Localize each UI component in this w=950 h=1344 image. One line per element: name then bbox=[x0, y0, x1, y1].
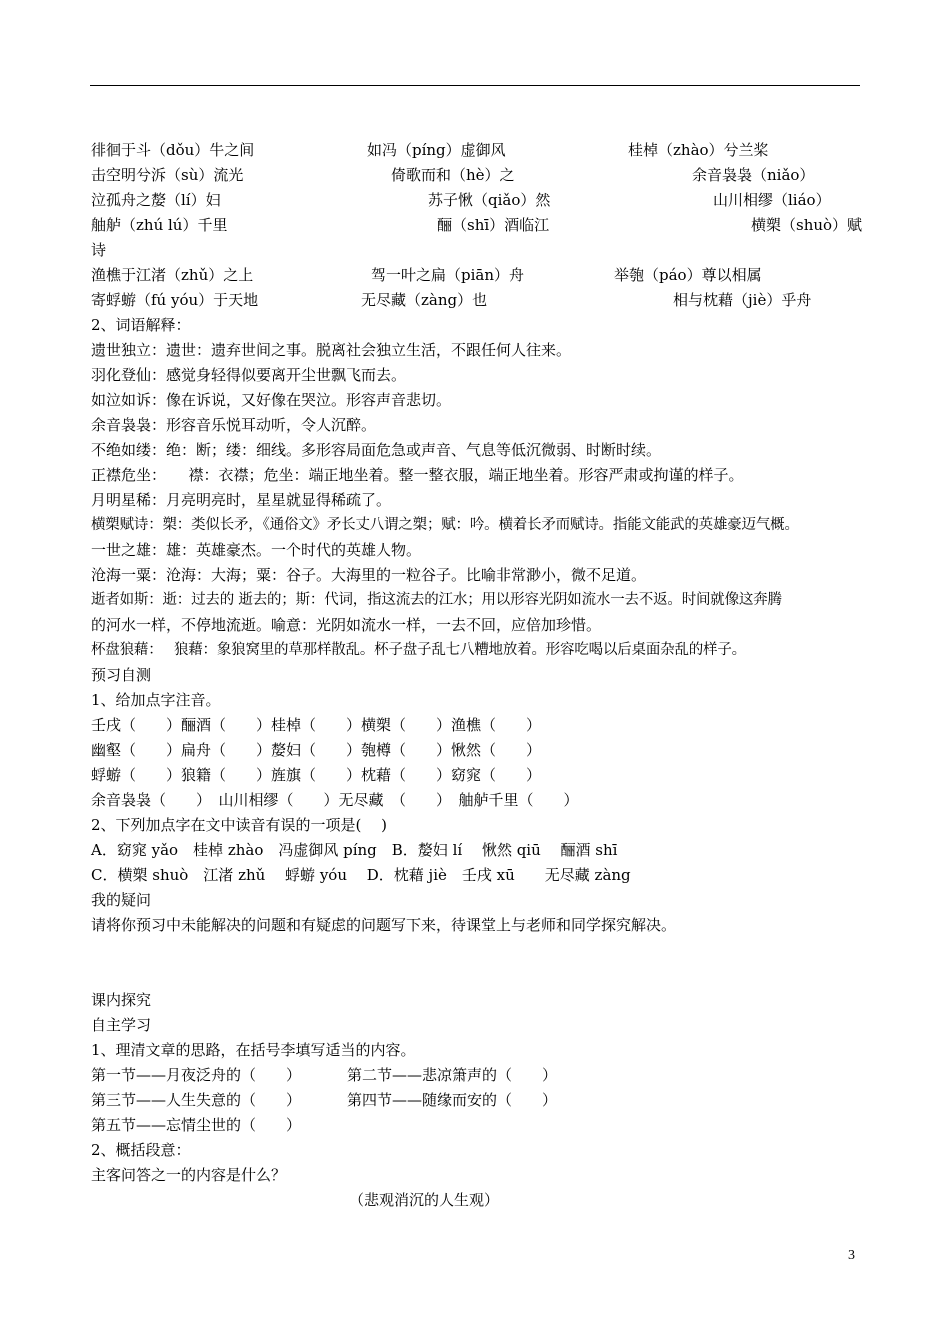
pinyin-item: 舳舻（zhú lú）千里 bbox=[91, 216, 228, 234]
outline-item: 第四节——随缘而安的（ ） bbox=[347, 1091, 558, 1109]
vocab-item: 横槊赋诗：槊：类似长矛，《通俗文》矛长丈八谓之槊；赋：吟。横着长矛而赋诗。指能文能武的英雄豪迈气概。 bbox=[91, 517, 799, 533]
vocab-item: 如泣如诉：像在诉说，又好像在哭泣。形容声音悲切。 bbox=[91, 391, 452, 409]
question: 1、理清文章的思路，在括号李填写适当的内容。 bbox=[91, 1041, 416, 1059]
answer-row: 幽壑（ ）扁舟（ ）嫠妇（ ）匏樽（ ）愀然（ ） bbox=[91, 741, 542, 759]
pinyin-item: 泣孤舟之嫠（lí）妇 bbox=[91, 191, 221, 209]
vocab-item: 一世之雄：雄：英雄豪杰。一个时代的英雄人物。 bbox=[91, 541, 422, 559]
pinyin-item: 驾一叶之扁（piān）舟 bbox=[371, 266, 525, 284]
answer-row: 蜉蝣（ ）狼籍（ ）旌旗（ ）枕藉（ ）窈窕（ ） bbox=[91, 766, 542, 784]
vocab-item: 余音袅袅：形容音乐悦耳动听，令人沉醉。 bbox=[91, 416, 377, 434]
pinyin-item: 徘徊于斗（dǒu）牛之间 bbox=[91, 141, 255, 159]
section-heading: 课内探究 bbox=[91, 991, 152, 1009]
pinyin-wrap: 诗 bbox=[91, 241, 107, 259]
vocab-item: 正襟危坐： 襟：衣襟；危坐：端正地坐着。整一整衣服，端正地坐着。形容严肃或拘谨的样子。 bbox=[91, 466, 744, 484]
outline-item: 第五节——忘情尘世的（ ） bbox=[91, 1116, 302, 1134]
pinyin-item: 倚歌而和（hè）之 bbox=[391, 166, 515, 184]
instruction-text: 请将你预习中未能解决的问题和有疑虑的问题写下来，待课堂上与老师和同学探究解决。 bbox=[91, 916, 677, 934]
pinyin-item: 举匏（páo）尊以相属 bbox=[614, 266, 762, 284]
answer-row: 壬戌（ ）酾酒（ ）桂棹（ ）横槊（ ）渔樵（ ） bbox=[91, 716, 542, 734]
vocab-item: 月明星稀：月亮明亮时，星星就显得稀疏了。 bbox=[91, 491, 392, 509]
pinyin-item: 渔樵于江渚（zhǔ）之上 bbox=[91, 266, 254, 284]
vocab-item: 杯盘狼藉： 狼藉：象狼窝里的草那样散乱。杯子盘子乱七八糟地放着。形容吃喝以后桌面杂乱的样子。 bbox=[91, 642, 746, 658]
choice-row: C．横槊 shuò 江渚 zhǔ 蜉蝣 yóu D．枕藉 jiè 壬戌 xū 无尽藏 zàng bbox=[91, 866, 631, 884]
pinyin-item: 相与枕藉（jiè）乎舟 bbox=[673, 291, 812, 309]
question: 2、下列加点字在文中读音有误的一项是( ) bbox=[91, 816, 388, 834]
vocab-item: 沧海一粟：沧海：大海；粟：谷子。大海里的一粒谷子。比喻非常渺小，微不足道。 bbox=[91, 566, 647, 584]
vocab-item: 不绝如缕：绝：断；缕：细线。多形容局面危急或声音、气息等低沉微弱、时断时续。 bbox=[91, 441, 662, 459]
vocab-item: 遗世独立：遗世：遗弃世间之事。脱离社会独立生活，不跟任何人往来。 bbox=[91, 341, 572, 359]
section-heading: 预习自测 bbox=[91, 666, 152, 684]
pinyin-item: 无尽藏（zàng）也 bbox=[361, 291, 488, 309]
question: 1、给加点字注音。 bbox=[91, 691, 221, 709]
vocab-item: 逝者如斯：逝：过去的 逝去的；斯：代词，指这流去的江水；用以形容光阴如流水一去不返。时间就像这奔腾 bbox=[91, 592, 782, 608]
pinyin-item: 山川相缪（liáo） bbox=[713, 191, 831, 209]
vocab-item: 羽化登仙：感觉身轻得似要离开尘世飘飞而去。 bbox=[91, 366, 407, 384]
pinyin-item: 余音袅袅（niǎo） bbox=[692, 166, 815, 184]
pinyin-item: 寄蜉蝣（fú yóu）于天地 bbox=[91, 291, 259, 309]
pinyin-item: 苏子愀（qiǎo）然 bbox=[428, 191, 551, 209]
vocab-item: 的河水一样，不停地流逝。喻意：光阴如流水一样，一去不回，应倍加珍惜。 bbox=[91, 616, 602, 634]
section-heading: 我的疑问 bbox=[91, 891, 152, 909]
question: 主客问答之一的内容是什么？ bbox=[91, 1166, 287, 1184]
outline-item: 第三节——人生失意的（ ） bbox=[91, 1091, 302, 1109]
choice-row: A．窈窕 yǎo 桂棹 zhào 冯虚御风 píng B．嫠妇 lí 愀然 qiū 酾酒 shī bbox=[91, 841, 618, 859]
page-number: 3 bbox=[848, 1248, 855, 1263]
pinyin-item: 如冯（píng）虚御风 bbox=[367, 141, 506, 159]
section-subheading: 自主学习 bbox=[91, 1016, 152, 1034]
outline-item: 第一节——月夜泛舟的（ ） bbox=[91, 1066, 302, 1084]
pinyin-item: 击空明兮泝（sù）流光 bbox=[91, 166, 244, 184]
answer-row: 余音袅袅（ ） 山川相缪（ ）无尽藏 （ ） 舳舻千里（ ） bbox=[91, 791, 579, 809]
pinyin-item: 酾（shī）酒临江 bbox=[437, 216, 550, 234]
pinyin-item: 桂棹（zhào）兮兰桨 bbox=[628, 141, 769, 159]
section-heading: 2、词语解释： bbox=[91, 316, 191, 334]
answer-text: （悲观消沉的人生观） bbox=[349, 1191, 500, 1209]
outline-item: 第二节——悲凉箫声的（ ） bbox=[347, 1066, 558, 1084]
pinyin-item: 横槊（shuò）赋 bbox=[751, 216, 863, 234]
header-rule bbox=[90, 85, 860, 86]
question: 2、概括段意： bbox=[91, 1141, 191, 1159]
